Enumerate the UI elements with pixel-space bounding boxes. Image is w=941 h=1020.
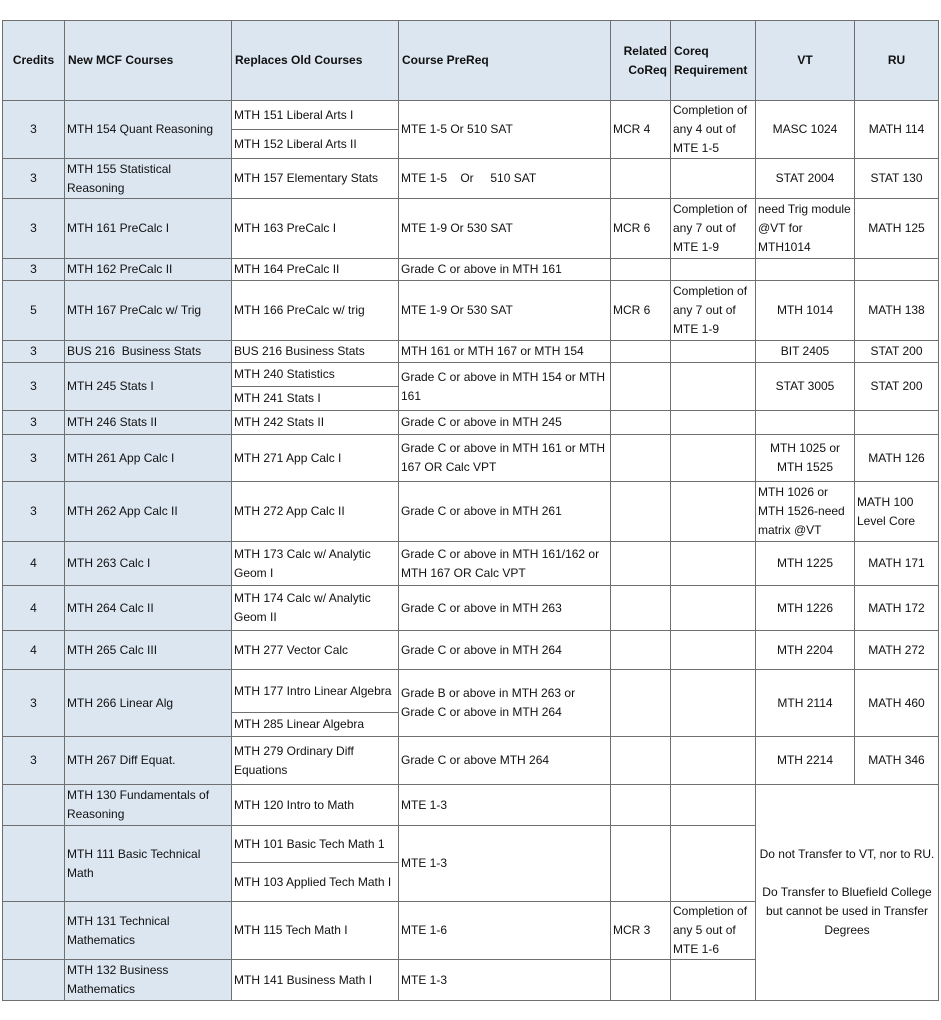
prereq-cell: Grade C or above in MTH 161/162 or MTH 167 OR Calc VPT <box>399 542 611 586</box>
old-course-cell: MTH 103 Applied Tech Math I <box>232 863 399 902</box>
coreq-requirement-cell <box>671 826 756 902</box>
header-row <box>3 21 939 101</box>
related-coreq-cell <box>611 586 671 631</box>
table-row <box>3 341 939 363</box>
new-course-cell: MTH 264 Calc II <box>65 586 232 631</box>
coreq-requirement-cell <box>671 542 756 586</box>
header-prereq: Course PreReq <box>399 21 611 101</box>
vt-cell: MTH 1014 <box>756 281 855 341</box>
coreq-requirement-cell <box>671 259 756 281</box>
old-course-cell: MTH 157 Elementary Stats <box>232 159 399 199</box>
vt-cell: MTH 2114 <box>756 670 855 737</box>
related-coreq-cell <box>611 737 671 785</box>
credits-cell: 3 <box>3 199 65 259</box>
table-row <box>3 199 939 259</box>
old-course-cell: MTH 166 PreCalc w/ trig <box>232 281 399 341</box>
old-course-cell: MTH 151 Liberal Arts I <box>232 101 399 130</box>
table-row <box>3 435 939 482</box>
coreq-requirement-cell <box>671 737 756 785</box>
new-course-cell: MTH 265 Calc III <box>65 631 232 670</box>
transfer-note-line2: Do Transfer to Bluefield College but cannot be used in Transfer Degrees <box>762 885 932 937</box>
credits-cell: 3 <box>3 411 65 435</box>
transfer-note <box>756 785 939 1001</box>
old-course-cell: MTH 174 Calc w/ Analytic Geom II <box>232 586 399 631</box>
prereq-cell: Grade C or above in MTH 154 or MTH 161 <box>399 363 611 411</box>
coreq-requirement-cell <box>671 631 756 670</box>
related-coreq-cell <box>611 542 671 586</box>
old-course-cell: MTH 164 PreCalc II <box>232 259 399 281</box>
old-course-cell: MTH 177 Intro Linear Algebra <box>232 670 399 713</box>
credits-cell <box>3 960 65 1001</box>
new-course-cell: MTH 263 Calc I <box>65 542 232 586</box>
table-row <box>3 411 939 435</box>
ru-cell: MATH 114 <box>855 101 939 159</box>
coreq-requirement-cell <box>671 411 756 435</box>
ru-cell: MATH 272 <box>855 631 939 670</box>
coreq-requirement-cell <box>671 341 756 363</box>
new-course-cell: MTH 262 App Calc II <box>65 482 232 542</box>
old-course-cell: MTH 271 App Calc I <box>232 435 399 482</box>
coreq-requirement-cell <box>671 785 756 826</box>
credits-cell: 4 <box>3 586 65 631</box>
vt-cell: MTH 1226 <box>756 586 855 631</box>
prereq-cell: Grade C or above in MTH 161 <box>399 259 611 281</box>
related-coreq-cell <box>611 631 671 670</box>
credits-cell: 3 <box>3 159 65 199</box>
old-course-cell: MTH 240 Statistics <box>232 363 399 387</box>
header-ru: RU <box>855 21 939 101</box>
vt-cell: BIT 2405 <box>756 341 855 363</box>
prereq-cell: MTE 1-3 <box>399 960 611 1001</box>
coreq-requirement-cell: Completion of any 7 out of MTE 1-9 <box>671 281 756 341</box>
vt-cell <box>756 411 855 435</box>
coreq-requirement-cell <box>671 435 756 482</box>
credits-cell: 3 <box>3 259 65 281</box>
new-course-cell: MTH 162 PreCalc II <box>65 259 232 281</box>
coreq-requirement-cell: Completion of any 4 out of MTE 1-5 <box>671 101 756 159</box>
header-coreq-requirement: Coreq Requirement <box>671 21 756 101</box>
new-course-cell: MTH 246 Stats II <box>65 411 232 435</box>
ru-cell: MATH 126 <box>855 435 939 482</box>
vt-cell: MTH 1025 or MTH 1525 <box>756 435 855 482</box>
vt-cell: need Trig module @VT for MTH1014 <box>756 199 855 259</box>
course-equivalency-table <box>2 20 939 1001</box>
new-course-cell: MTH 245 Stats I <box>65 363 232 411</box>
prereq-cell: MTE 1-9 Or 530 SAT <box>399 281 611 341</box>
ru-cell <box>855 411 939 435</box>
credits-cell: 4 <box>3 542 65 586</box>
new-course-cell: MTH 132 Business Mathematics <box>65 960 232 1001</box>
old-course-cell: MTH 277 Vector Calc <box>232 631 399 670</box>
old-course-cell: MTH 115 Tech Math I <box>232 902 399 960</box>
table-row <box>3 670 939 713</box>
vt-cell <box>756 259 855 281</box>
credits-cell: 3 <box>3 101 65 159</box>
prereq-cell: MTH 161 or MTH 167 or MTH 154 <box>399 341 611 363</box>
old-course-cell: MTH 241 Stats I <box>232 387 399 411</box>
ru-cell: MATH 125 <box>855 199 939 259</box>
prereq-cell: Grade C or above in MTH 263 <box>399 586 611 631</box>
old-course-cell: MTH 163 PreCalc I <box>232 199 399 259</box>
prereq-cell: Grade C or above in MTH 161 or MTH 167 OR Calc VPT <box>399 435 611 482</box>
ru-cell: MATH 172 <box>855 586 939 631</box>
vt-cell: MTH 2214 <box>756 737 855 785</box>
header-vt: VT <box>756 21 855 101</box>
related-coreq-cell: MCR 3 <box>611 902 671 960</box>
related-coreq-cell <box>611 159 671 199</box>
prereq-cell: Grade C or above MTH 264 <box>399 737 611 785</box>
coreq-requirement-cell: Completion of any 7 out of MTE 1-9 <box>671 199 756 259</box>
transfer-note-line1: Do not Transfer to VT, nor to RU. <box>759 847 935 861</box>
new-course-cell: MTH 167 PreCalc w/ Trig <box>65 281 232 341</box>
prereq-cell: MTE 1-6 <box>399 902 611 960</box>
credits-cell <box>3 902 65 960</box>
new-course-cell: MTH 266 Linear Alg <box>65 670 232 737</box>
credits-cell: 4 <box>3 631 65 670</box>
related-coreq-cell <box>611 411 671 435</box>
vt-cell: MASC 1024 <box>756 101 855 159</box>
old-course-cell: MTH 285 Linear Algebra <box>232 713 399 737</box>
related-coreq-cell <box>611 670 671 737</box>
table-row <box>3 785 939 826</box>
new-course-cell: MTH 155 Statistical Reasoning <box>65 159 232 199</box>
credits-cell <box>3 785 65 826</box>
credits-cell: 3 <box>3 482 65 542</box>
vt-cell: MTH 1026 or MTH 1526-need matrix @VT <box>756 482 855 542</box>
old-course-cell: MTH 272 App Calc II <box>232 482 399 542</box>
credits-cell: 3 <box>3 363 65 411</box>
new-course-cell: MTH 261 App Calc I <box>65 435 232 482</box>
credits-cell: 3 <box>3 737 65 785</box>
table-row <box>3 281 939 341</box>
prereq-cell: Grade C or above in MTH 261 <box>399 482 611 542</box>
coreq-requirement-cell <box>671 960 756 1001</box>
new-course-cell: MTH 130 Fundamentals of Reasoning <box>65 785 232 826</box>
header-credits: Credits <box>3 21 65 101</box>
related-coreq-cell <box>611 482 671 542</box>
ru-cell: STAT 130 <box>855 159 939 199</box>
table-row <box>3 586 939 631</box>
credits-cell: 3 <box>3 435 65 482</box>
header-related-coreq: Related CoReq <box>611 21 671 101</box>
prereq-cell: MTE 1-9 Or 530 SAT <box>399 199 611 259</box>
old-course-cell: MTH 120 Intro to Math <box>232 785 399 826</box>
prereq-cell: Grade B or above in MTH 263 or Grade C or above in MTH 264 <box>399 670 611 737</box>
vt-cell: STAT 3005 <box>756 363 855 411</box>
credits-cell <box>3 826 65 902</box>
prereq-cell: Grade C or above in MTH 245 <box>399 411 611 435</box>
ru-cell: MATH 171 <box>855 542 939 586</box>
coreq-requirement-cell: Completion of any 5 out of MTE 1-6 <box>671 902 756 960</box>
ru-cell: MATH 100 Level Core <box>855 482 939 542</box>
vt-cell: MTH 1225 <box>756 542 855 586</box>
related-coreq-cell <box>611 960 671 1001</box>
table-row <box>3 737 939 785</box>
old-course-cell: BUS 216 Business Stats <box>232 341 399 363</box>
new-course-cell: MTH 267 Diff Equat. <box>65 737 232 785</box>
table-row <box>3 159 939 199</box>
table-row <box>3 101 939 130</box>
table-row <box>3 542 939 586</box>
old-course-cell: MTH 152 Liberal Arts II <box>232 130 399 159</box>
related-coreq-cell <box>611 259 671 281</box>
related-coreq-cell: MCR 4 <box>611 101 671 159</box>
new-course-cell: MTH 161 PreCalc I <box>65 199 232 259</box>
vt-cell: STAT 2004 <box>756 159 855 199</box>
coreq-requirement-cell <box>671 363 756 411</box>
prereq-cell: MTE 1-3 <box>399 785 611 826</box>
prereq-cell: MTE 1-3 <box>399 826 611 902</box>
coreq-requirement-cell <box>671 586 756 631</box>
coreq-requirement-cell <box>671 482 756 542</box>
related-coreq-cell: MCR 6 <box>611 199 671 259</box>
old-course-cell: MTH 242 Stats II <box>232 411 399 435</box>
credits-cell: 3 <box>3 341 65 363</box>
related-coreq-cell <box>611 435 671 482</box>
old-course-cell: MTH 279 Ordinary Diff Equations <box>232 737 399 785</box>
old-course-cell: MTH 101 Basic Tech Math 1 <box>232 826 399 863</box>
ru-cell: MATH 346 <box>855 737 939 785</box>
table-row <box>3 363 939 387</box>
header-replaces: Replaces Old Courses <box>232 21 399 101</box>
related-coreq-cell <box>611 785 671 826</box>
related-coreq-cell: MCR 6 <box>611 281 671 341</box>
table-row <box>3 259 939 281</box>
old-course-cell: MTH 141 Business Math I <box>232 960 399 1001</box>
prereq-cell: MTE 1-5 Or 510 SAT <box>399 101 611 159</box>
vt-cell: MTH 2204 <box>756 631 855 670</box>
ru-cell: STAT 200 <box>855 363 939 411</box>
new-course-cell: MTH 154 Quant Reasoning <box>65 101 232 159</box>
course-equivalency-sheet <box>2 20 939 1001</box>
ru-cell <box>855 259 939 281</box>
related-coreq-cell <box>611 341 671 363</box>
table-row <box>3 482 939 542</box>
ru-cell: MATH 460 <box>855 670 939 737</box>
credits-cell: 5 <box>3 281 65 341</box>
coreq-requirement-cell <box>671 159 756 199</box>
credits-cell: 3 <box>3 670 65 737</box>
prereq-cell: Grade C or above in MTH 264 <box>399 631 611 670</box>
table-row <box>3 631 939 670</box>
old-course-cell: MTH 173 Calc w/ Analytic Geom I <box>232 542 399 586</box>
header-new-courses: New MCF Courses <box>65 21 232 101</box>
prereq-cell: MTE 1-5 Or 510 SAT <box>399 159 611 199</box>
new-course-cell: MTH 131 Technical Mathematics <box>65 902 232 960</box>
related-coreq-cell <box>611 363 671 411</box>
ru-cell: MATH 138 <box>855 281 939 341</box>
coreq-requirement-cell <box>671 670 756 737</box>
new-course-cell: MTH 111 Basic Technical Math <box>65 826 232 902</box>
new-course-cell: BUS 216 Business Stats <box>65 341 232 363</box>
related-coreq-cell <box>611 826 671 902</box>
ru-cell: STAT 200 <box>855 341 939 363</box>
